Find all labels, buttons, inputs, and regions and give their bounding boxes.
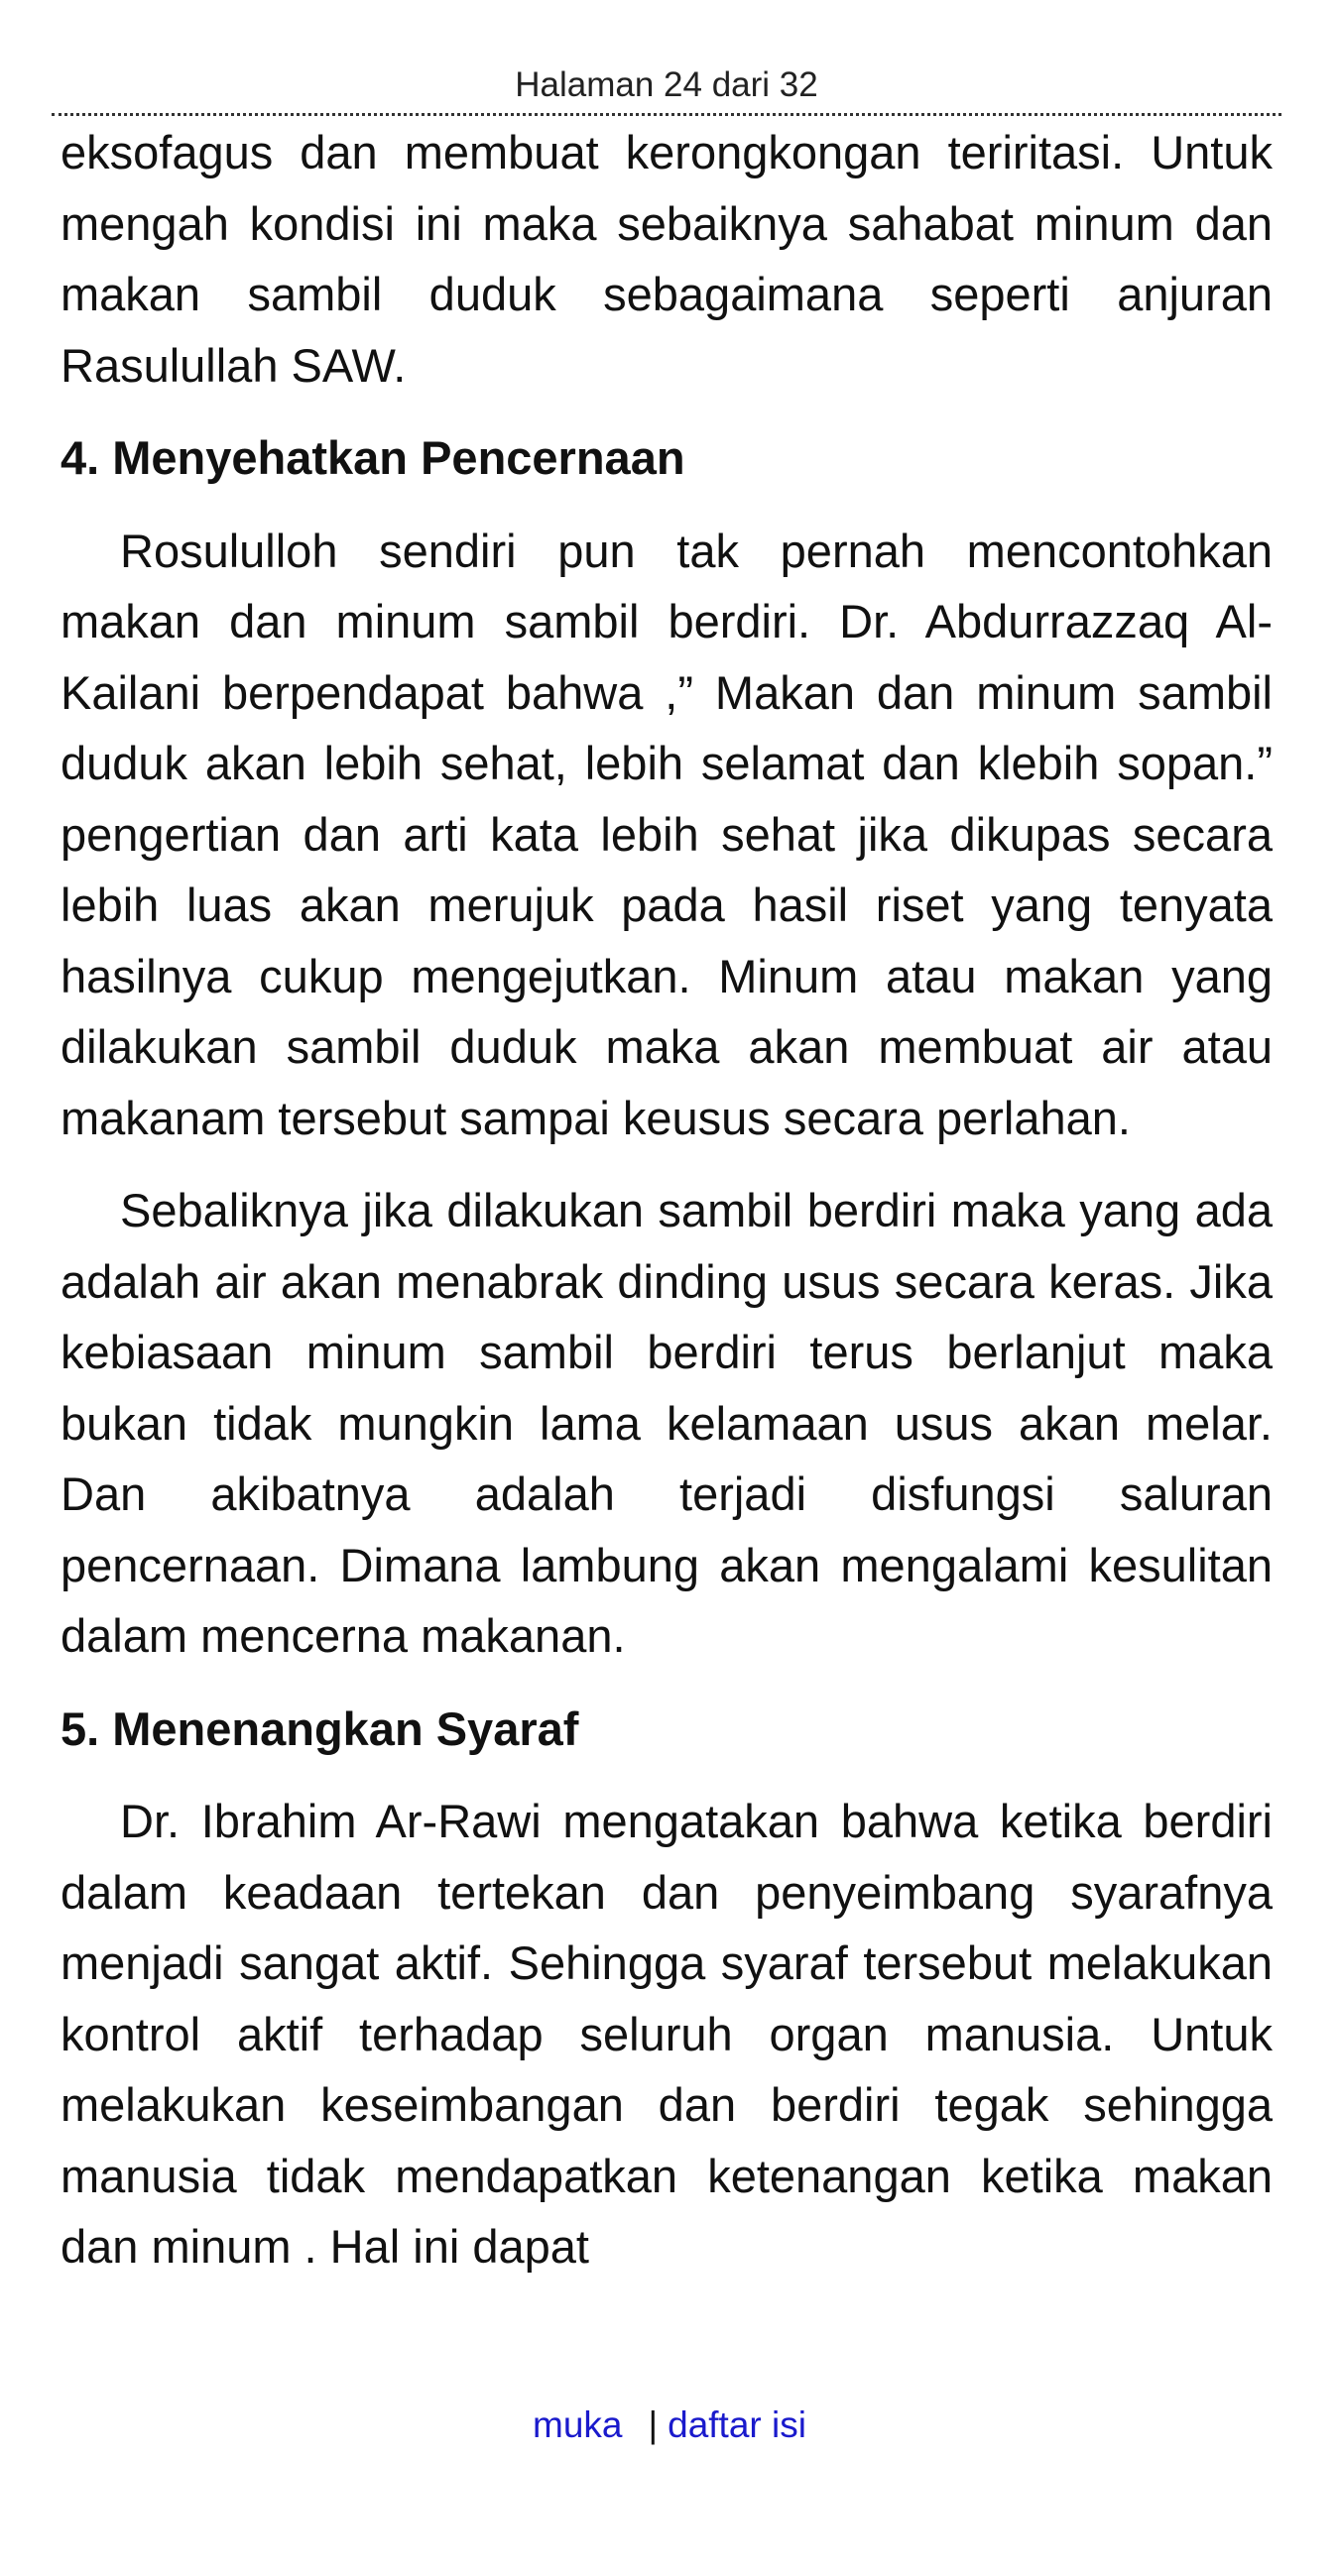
- page-number-header: Halaman 24 dari 32: [515, 65, 818, 104]
- home-link[interactable]: muka: [533, 2404, 623, 2445]
- paragraph-intro: eksofagus dan membuat kerongkongan teriritasi. Untuk mengah kondisi ini maka sebaiknya sahabat minum dan makan sambil duduk sebagaimana seperti anjuran Rasulullah SAW.: [61, 126, 1273, 392]
- paragraph-digestion-2: Sebaliknya jika dilakukan sambil berdiri maka yang ada adalah air akan menabrak dinding usus secara keras. Jika kebiasaan minum sambil berdiri terus berlanjut maka bukan tidak mungkin lama kelamaan usus akan melar. Dan akibatnya adalah terjadi disfungsi saluran pencernaan. Dimana lambung akan mengalami kesulitan dalam mencerna makanan.: [61, 1184, 1273, 1662]
- paragraph-nerves-1: Dr. Ibrahim Ar-Rawi mengatakan bahwa ketika berdiri dalam keadaan tertekan dan penyeimbang syarafnya menjadi sangat aktif. Sehingga syaraf tersebut melakukan kontrol aktif terhadap seluruh organ manusia. Untuk melakukan keseimbangan dan berdiri tegak sehingga manusia tidak mendapatkan ketenangan ketika makan dan minum . Hal ini dapat: [61, 1795, 1273, 2273]
- section-heading-4: 4. Menyehatkan Pencernaan: [61, 431, 685, 484]
- table-of-contents-link[interactable]: daftar isi: [668, 2404, 806, 2445]
- paragraph-digestion-1: Rosululloh sendiri pun tak pernah mencontohkan makan dan minum sambil berdiri. Dr. Abdurrazzaq Al-Kailani berpendapat bahwa ,” Makan dan minum sambil duduk akan lebih sehat, lebih selamat dan klebih sopan.” pengertian dan arti kata lebih sehat jika dikupas secara lebih luas akan merujuk pada hasil riset yang tenyata hasilnya cukup mengejutkan. Minum atau makan yang dilakukan sambil duduk maka akan membuat air atau makanam tersebut sampai keusus secara perlahan.: [61, 524, 1273, 1144]
- footer-navigation: [0, 2398, 1339, 2453]
- footer-separator: |: [648, 2404, 659, 2445]
- section-heading-5: 5. Menenangkan Syaraf: [61, 1701, 579, 1755]
- header-divider: [52, 113, 1281, 116]
- document-body: [61, 117, 1273, 2283]
